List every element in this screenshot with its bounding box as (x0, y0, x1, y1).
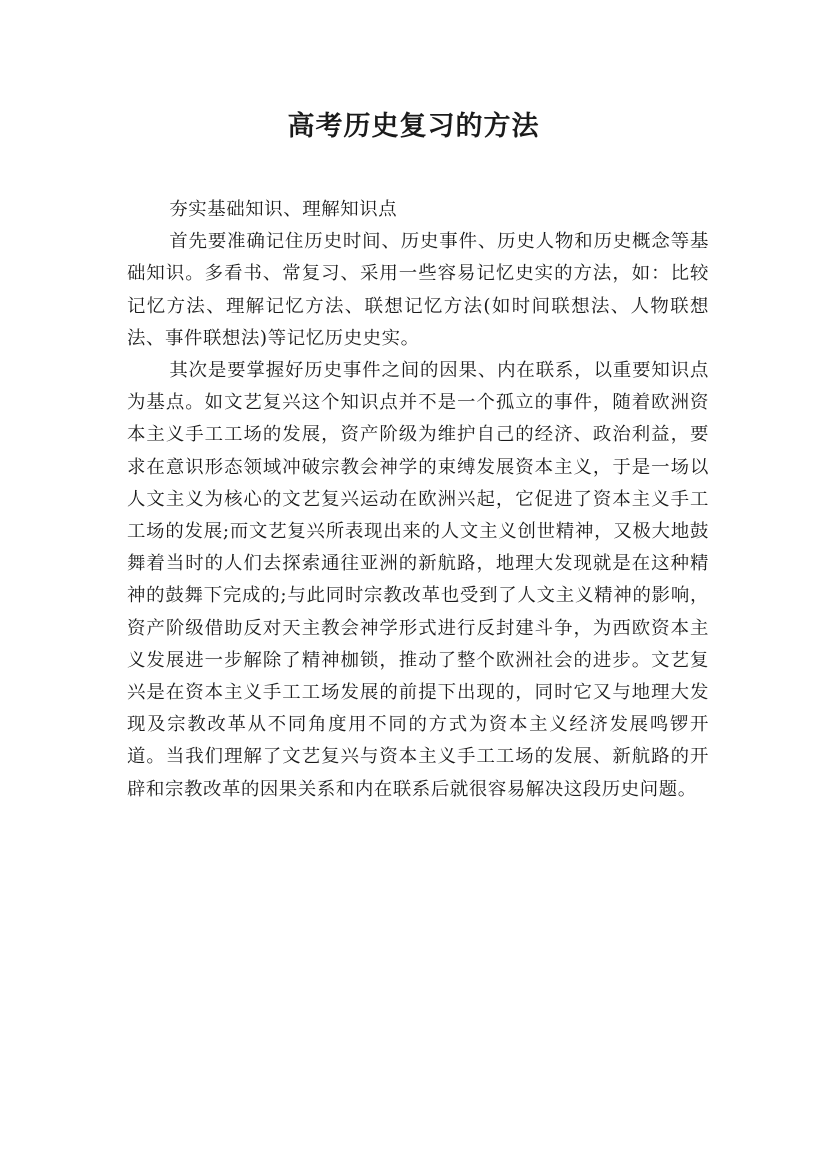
section-heading: 夯实基础知识、理解知识点 (169, 199, 398, 220)
paragraph: 其次是要掌握好历史事件之间的因果、内在联系，以重要知识点为基点。如文艺复兴这个知识点并不是一个孤立的事件，随着欧洲资本主义手工工场的发展，资产阶级为维护自己的经济、政治利益，要求在意识形态领域冲破宗教会神学的束缚发展资本主义，于是一场以人文主义为核心的文艺复兴运动在欧洲兴起，它促进了资本主义手工工场的发展;而文艺复兴所表现出来的人文主义创世精神，又极大地鼓舞着当时的人们去探索通往亚洲的新航路，地理大发现就是在这种精神的鼓舞下完成的;与此同时宗教改革也受到了人文主义精神的影响，资产阶级借助反对天主教会神学形式进行反封建斗争，为西欧资本主义发展进一步解除了精神枷锁，推动了整个欧洲社会的进步。文艺复兴是在资本主义手工工场发展的前提下出现的，同时它又与地理大发现及宗教改革从不同角度用不同的方式为资本主义经济发展鸣锣开道。当我们理解了文艺复兴与资本主义手工工场的发展、新航路的开辟和宗教改革的因果关系和内在联系后就很容易解决这段历史问题。 (127, 360, 709, 800)
document-title: 高考历史复习的方法 (287, 111, 540, 142)
paragraph: 首先要准确记住历史时间、历史事件、历史人物和历史概念等基础知识。多看书、常复习、采用一些容易记忆史实的方法，如：比较记忆方法、理解记忆方法、联想记忆方法(如时间联想法、人物联想法、事件联想法)等记忆历史史实。 (127, 231, 709, 349)
document-body (127, 194, 709, 806)
